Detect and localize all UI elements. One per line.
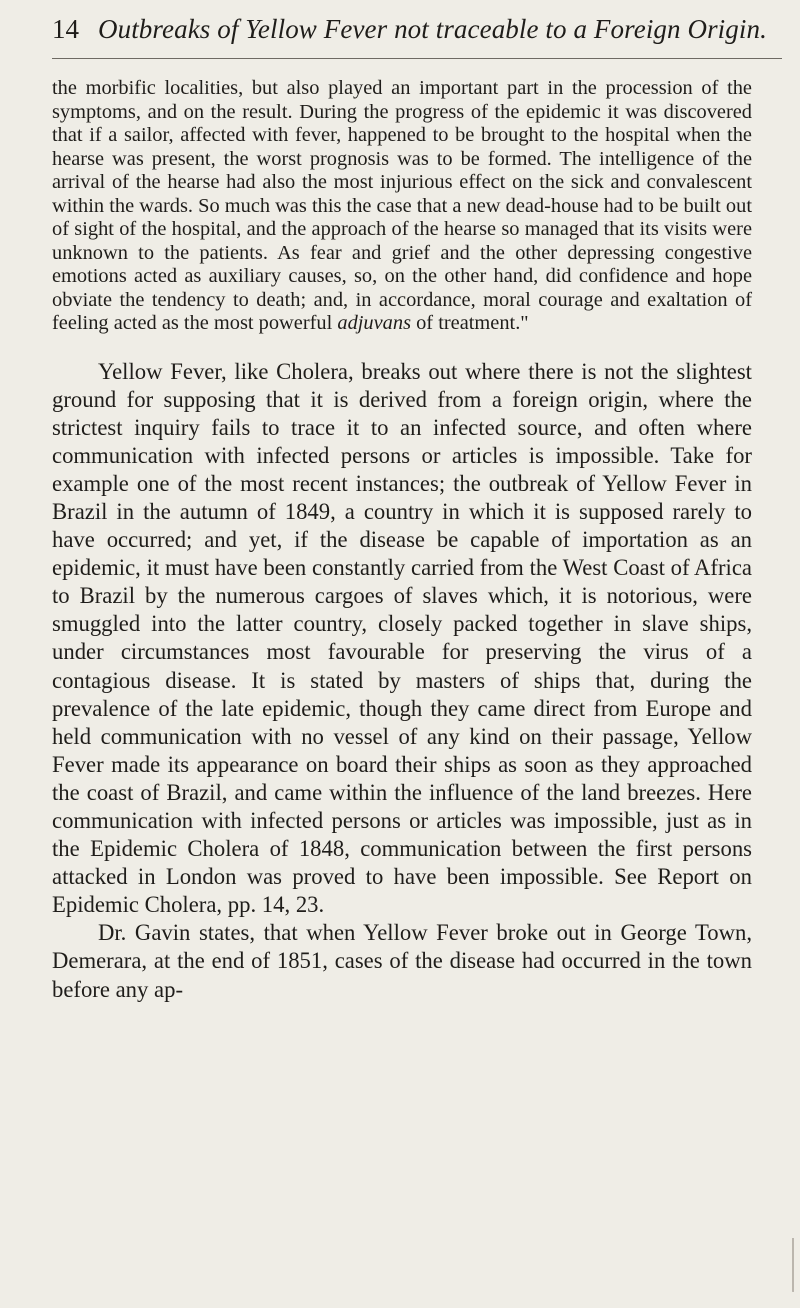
quoted-passage-end: of treatment." (411, 312, 529, 334)
running-title: Outbreaks of Yellow Fever not traceable to a Foreign Origin. (98, 14, 767, 44)
quoted-passage (52, 77, 752, 336)
binding-edge-mark (784, 1238, 794, 1292)
header-rule (52, 58, 782, 59)
paragraph: Yellow Fever, like Cholera, breaks out where there is not the slightest ground for supposing that it is derived from a foreign origin, where the strictest inquiry fails to trace it to an infected source, and often where communication with infected persons or articles is impossible. Take for example one of the most recent instances; the outbreak of Yellow Fever in Brazil in the autumn of 1849, a country in which it is supposed rarely to have occurred; and yet, if the disease be capable of importation as an epidemic, it must have been constantly carried from the West Coast of Africa to Brazil by the numerous cargoes of slaves which, it is notorious, were smuggled into the latter country, closely packed together in slave ships, under circumstances most favourable for preserving the virus of a contagious disease. It is stated by masters of ships that, during the prevalence of the late epidemic, though they came direct from Europe and held communication with no vessel of any kind on their passage, Yellow Fever made its appearance on board their ships as soon as they approached the coast of Brazil, and came within the influence of the land breezes. Here communication with infected persons or articles was impossible, just as in the Epidemic Cholera of 1848, communication between the first persons attacked in London was proved to have been impossible. See Report on Epidemic Cholera, pp. 14, 23. (52, 358, 752, 918)
page-number: 14 (52, 14, 79, 44)
running-head (52, 14, 782, 44)
paragraph: Dr. Gavin states, that when Yellow Fever broke out in George Town, Demerara, at the end of 1851, cases of the disease had occurred in the town before any ap- (52, 920, 752, 1002)
main-text (52, 358, 752, 1004)
italic-term: adjuvans (337, 312, 412, 334)
quoted-passage-text: the morbific localities, but also played an important part in the procession of the symptoms, and on the result. During the progress of the epidemic it was discovered that if a sailor, affected with fever, happened to be brought to the hospital when the hearse was present, the worst prognosis was to be formed. The intelligence of the arrival of the hearse had also the most injurious effect on the sick and convalescent within the wards. So much was this the case that a new dead-house had to be built out of sight of the hospital, and the approach of the hearse so managed that its visits were unknown to the patients. As fear and grief and the other depressing congestive emotions acted as auxiliary causes, so, on the other hand, did confidence and hope obviate the tendency to death; and, in accordance, moral courage and exaltation of feeling acted as the most powerful (52, 77, 752, 334)
